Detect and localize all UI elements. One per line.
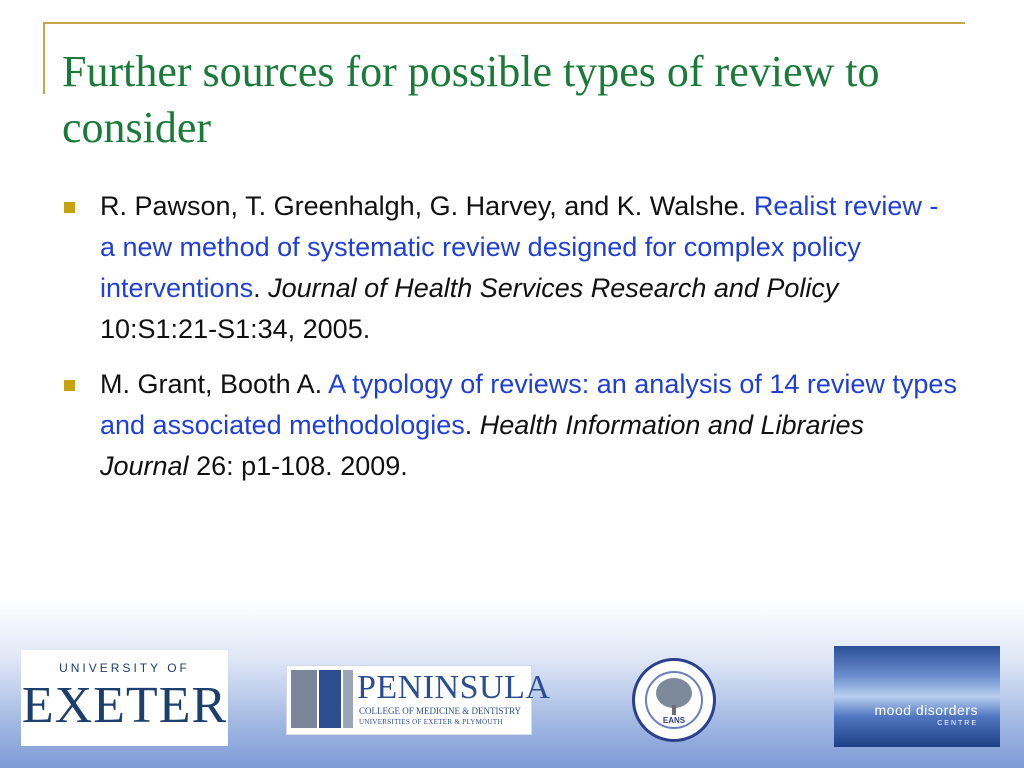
mood-logo-subtitle: CENTRE bbox=[937, 720, 978, 727]
bullet-icon bbox=[64, 380, 75, 391]
bullet-icon bbox=[64, 202, 75, 213]
tree-icon bbox=[656, 678, 692, 708]
tree-trunk-icon bbox=[672, 705, 676, 715]
exeter-logo-word: EXETER bbox=[21, 677, 228, 734]
reference-authors: R. Pawson, T. Greenhalgh, G. Harvey, and K. Walshe. bbox=[100, 191, 747, 221]
reference-details: 26: p1-108. 2009. bbox=[196, 451, 408, 481]
reference-item bbox=[58, 186, 958, 350]
exeter-logo-top-line: UNIVERSITY OF bbox=[59, 661, 190, 675]
reference-details: 10:S1:21-S1:34, 2005. bbox=[100, 314, 371, 344]
reference-item bbox=[58, 364, 958, 487]
peninsula-logo-universities: UNIVERSITIES OF EXETER & PLYMOUTH bbox=[359, 718, 503, 726]
university-of-exeter-logo bbox=[21, 650, 228, 746]
reference-journal: Journal of Health Services Research and Policy bbox=[268, 273, 839, 303]
reference-punct: . bbox=[464, 410, 473, 440]
reference-punct: . bbox=[253, 273, 261, 303]
shield-icon bbox=[291, 670, 317, 728]
eans-logo-text: EANS bbox=[662, 716, 686, 725]
peninsula-logo-name: PENINSULA bbox=[357, 669, 551, 706]
reference-list bbox=[58, 186, 958, 501]
eans-logo bbox=[632, 658, 716, 742]
reference-link[interactable]: A typology of reviews: an analysis of 14 review types and associated methodologies bbox=[100, 369, 957, 440]
mood-disorders-centre-logo bbox=[834, 646, 1000, 747]
peninsula-logo bbox=[286, 665, 551, 735]
caduceus-icon bbox=[319, 670, 341, 728]
reference-authors: M. Grant, Booth A. bbox=[100, 369, 323, 399]
peninsula-logo-subtitle: COLLEGE OF MEDICINE & DENTISTRY bbox=[359, 706, 521, 716]
reference-journal: Health Information and Libraries Journal bbox=[100, 410, 865, 481]
frame-left-line bbox=[43, 22, 45, 94]
seal-icon bbox=[343, 670, 353, 728]
frame-top-line bbox=[43, 22, 965, 24]
slide-title: Further sources for possible types of review to consider bbox=[62, 47, 880, 152]
mood-logo-title: mood disorders bbox=[874, 702, 978, 718]
reference-link[interactable]: Realist review - a new method of systematic review designed for complex policy interventions bbox=[100, 191, 939, 303]
